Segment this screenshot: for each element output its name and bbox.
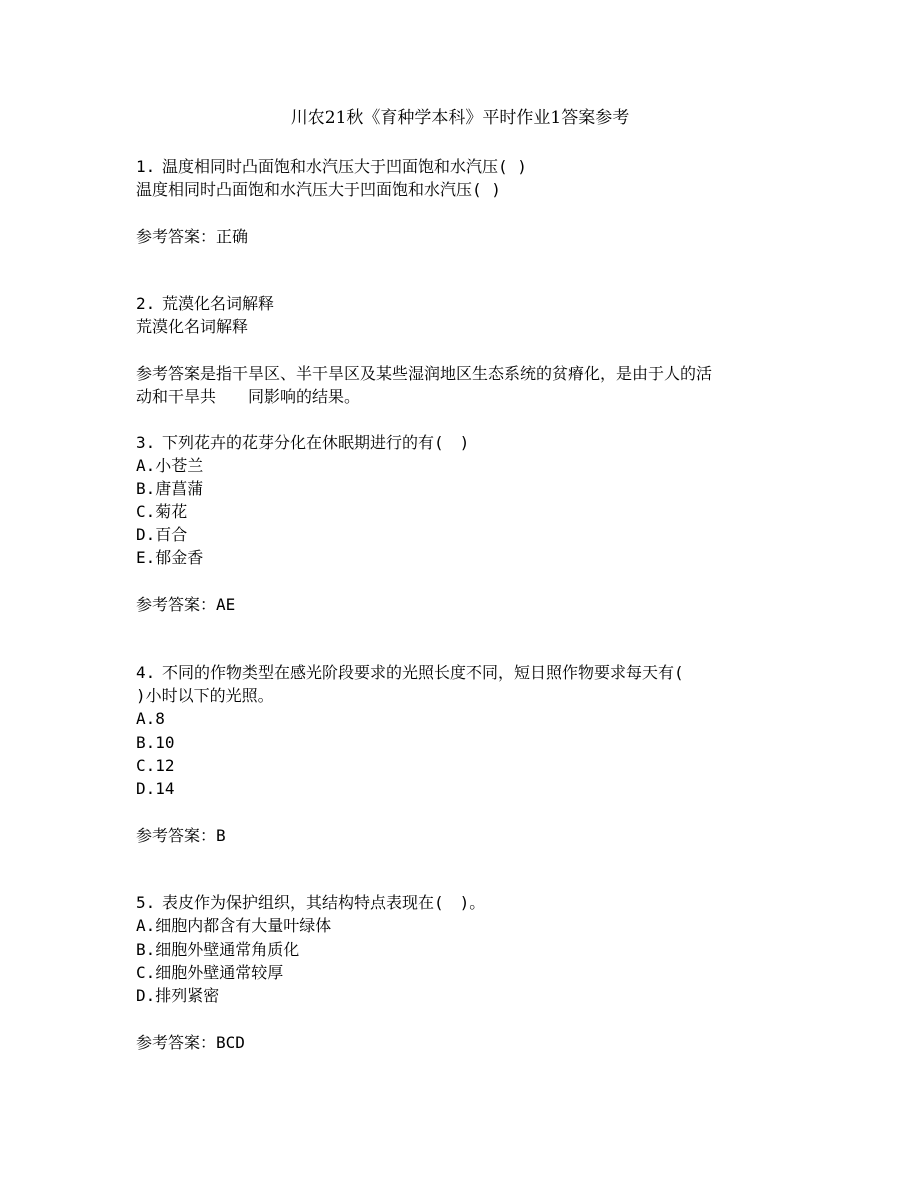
question-1-answer [136, 225, 248, 248]
question-3-option-a: A.小苍兰 [136, 456, 204, 475]
question-2-number: 2. [136, 294, 156, 313]
question-5-option-d: D.排列紧密 [136, 986, 220, 1005]
question-4-stem-line-1 [136, 661, 684, 684]
question-3-option-b: B.唐菖蒲 [136, 479, 204, 498]
question-3-option-c: C.菊花 [136, 502, 188, 521]
question-2-answer-line-1 [136, 362, 712, 385]
question-5-option-c: C.细胞外壁通常较厚 [136, 963, 284, 982]
question-1-stem-repeat: 温度相同时凸面饱和水汽压大于凹面饱和水汽压( ) [136, 180, 501, 199]
question-4-option-b: B.10 [136, 733, 175, 752]
question-3-number: 3. [136, 433, 156, 452]
question-4-stem-line-2: )小时以下的光照。 [136, 686, 274, 705]
question-4-option-a: A.8 [136, 709, 165, 728]
question-4-answer [136, 824, 226, 847]
answer-value: B [216, 826, 226, 845]
question-3-option-d: D.百合 [136, 525, 188, 544]
question-5-answer [136, 1031, 245, 1054]
question-3-text: 下列花卉的花芽分化在休眠期进行的有( ) [162, 433, 470, 452]
question-1-text: 温度相同时凸面饱和水汽压大于凹面饱和水汽压( ) [162, 157, 527, 176]
answer-value: 是指干旱区、半干旱区及某些湿润地区生态系统的贫瘠化，是由于人的活 [200, 364, 713, 383]
question-2-answer-line-2: 动和干旱共 同影响的结果。 [136, 387, 361, 406]
question-2-stem-repeat: 荒漠化名词解释 [136, 317, 249, 336]
answer-value: 正确 [216, 227, 249, 246]
page-title: 川农21秋《育种学本科》平时作业1答案参考 [290, 108, 630, 128]
answer-label: 参考答案： [136, 595, 217, 614]
question-5-text: 表皮作为保护组织，其结构特点表现在( )。 [162, 893, 486, 912]
answer-label: 参考答案： [136, 227, 217, 246]
question-2-stem [136, 292, 274, 315]
answer-value: BCD [216, 1033, 245, 1052]
answer-label: 参考答案 [136, 364, 201, 383]
question-3-option-e: E.郁金香 [136, 548, 204, 567]
question-5-option-a: A.细胞内都含有大量叶绿体 [136, 916, 332, 935]
answer-value: AE [216, 595, 236, 614]
question-4-text: 不同的作物类型在感光阶段要求的光照长度不同，短日照作物要求每天有( [162, 663, 684, 682]
question-3-answer [136, 593, 235, 616]
question-1-stem [136, 155, 527, 178]
answer-label: 参考答案： [136, 826, 217, 845]
question-5-option-b: B.细胞外壁通常角质化 [136, 940, 300, 959]
question-4-option-d: D.14 [136, 779, 175, 798]
question-4-number: 4. [136, 663, 156, 682]
answer-label: 参考答案： [136, 1033, 217, 1052]
question-4-option-c: C.12 [136, 756, 175, 775]
question-5-stem [136, 891, 485, 914]
question-2-text: 荒漠化名词解释 [162, 294, 275, 313]
question-3-stem [136, 431, 469, 454]
question-5-number: 5. [136, 893, 156, 912]
question-1-number: 1. [136, 157, 156, 176]
